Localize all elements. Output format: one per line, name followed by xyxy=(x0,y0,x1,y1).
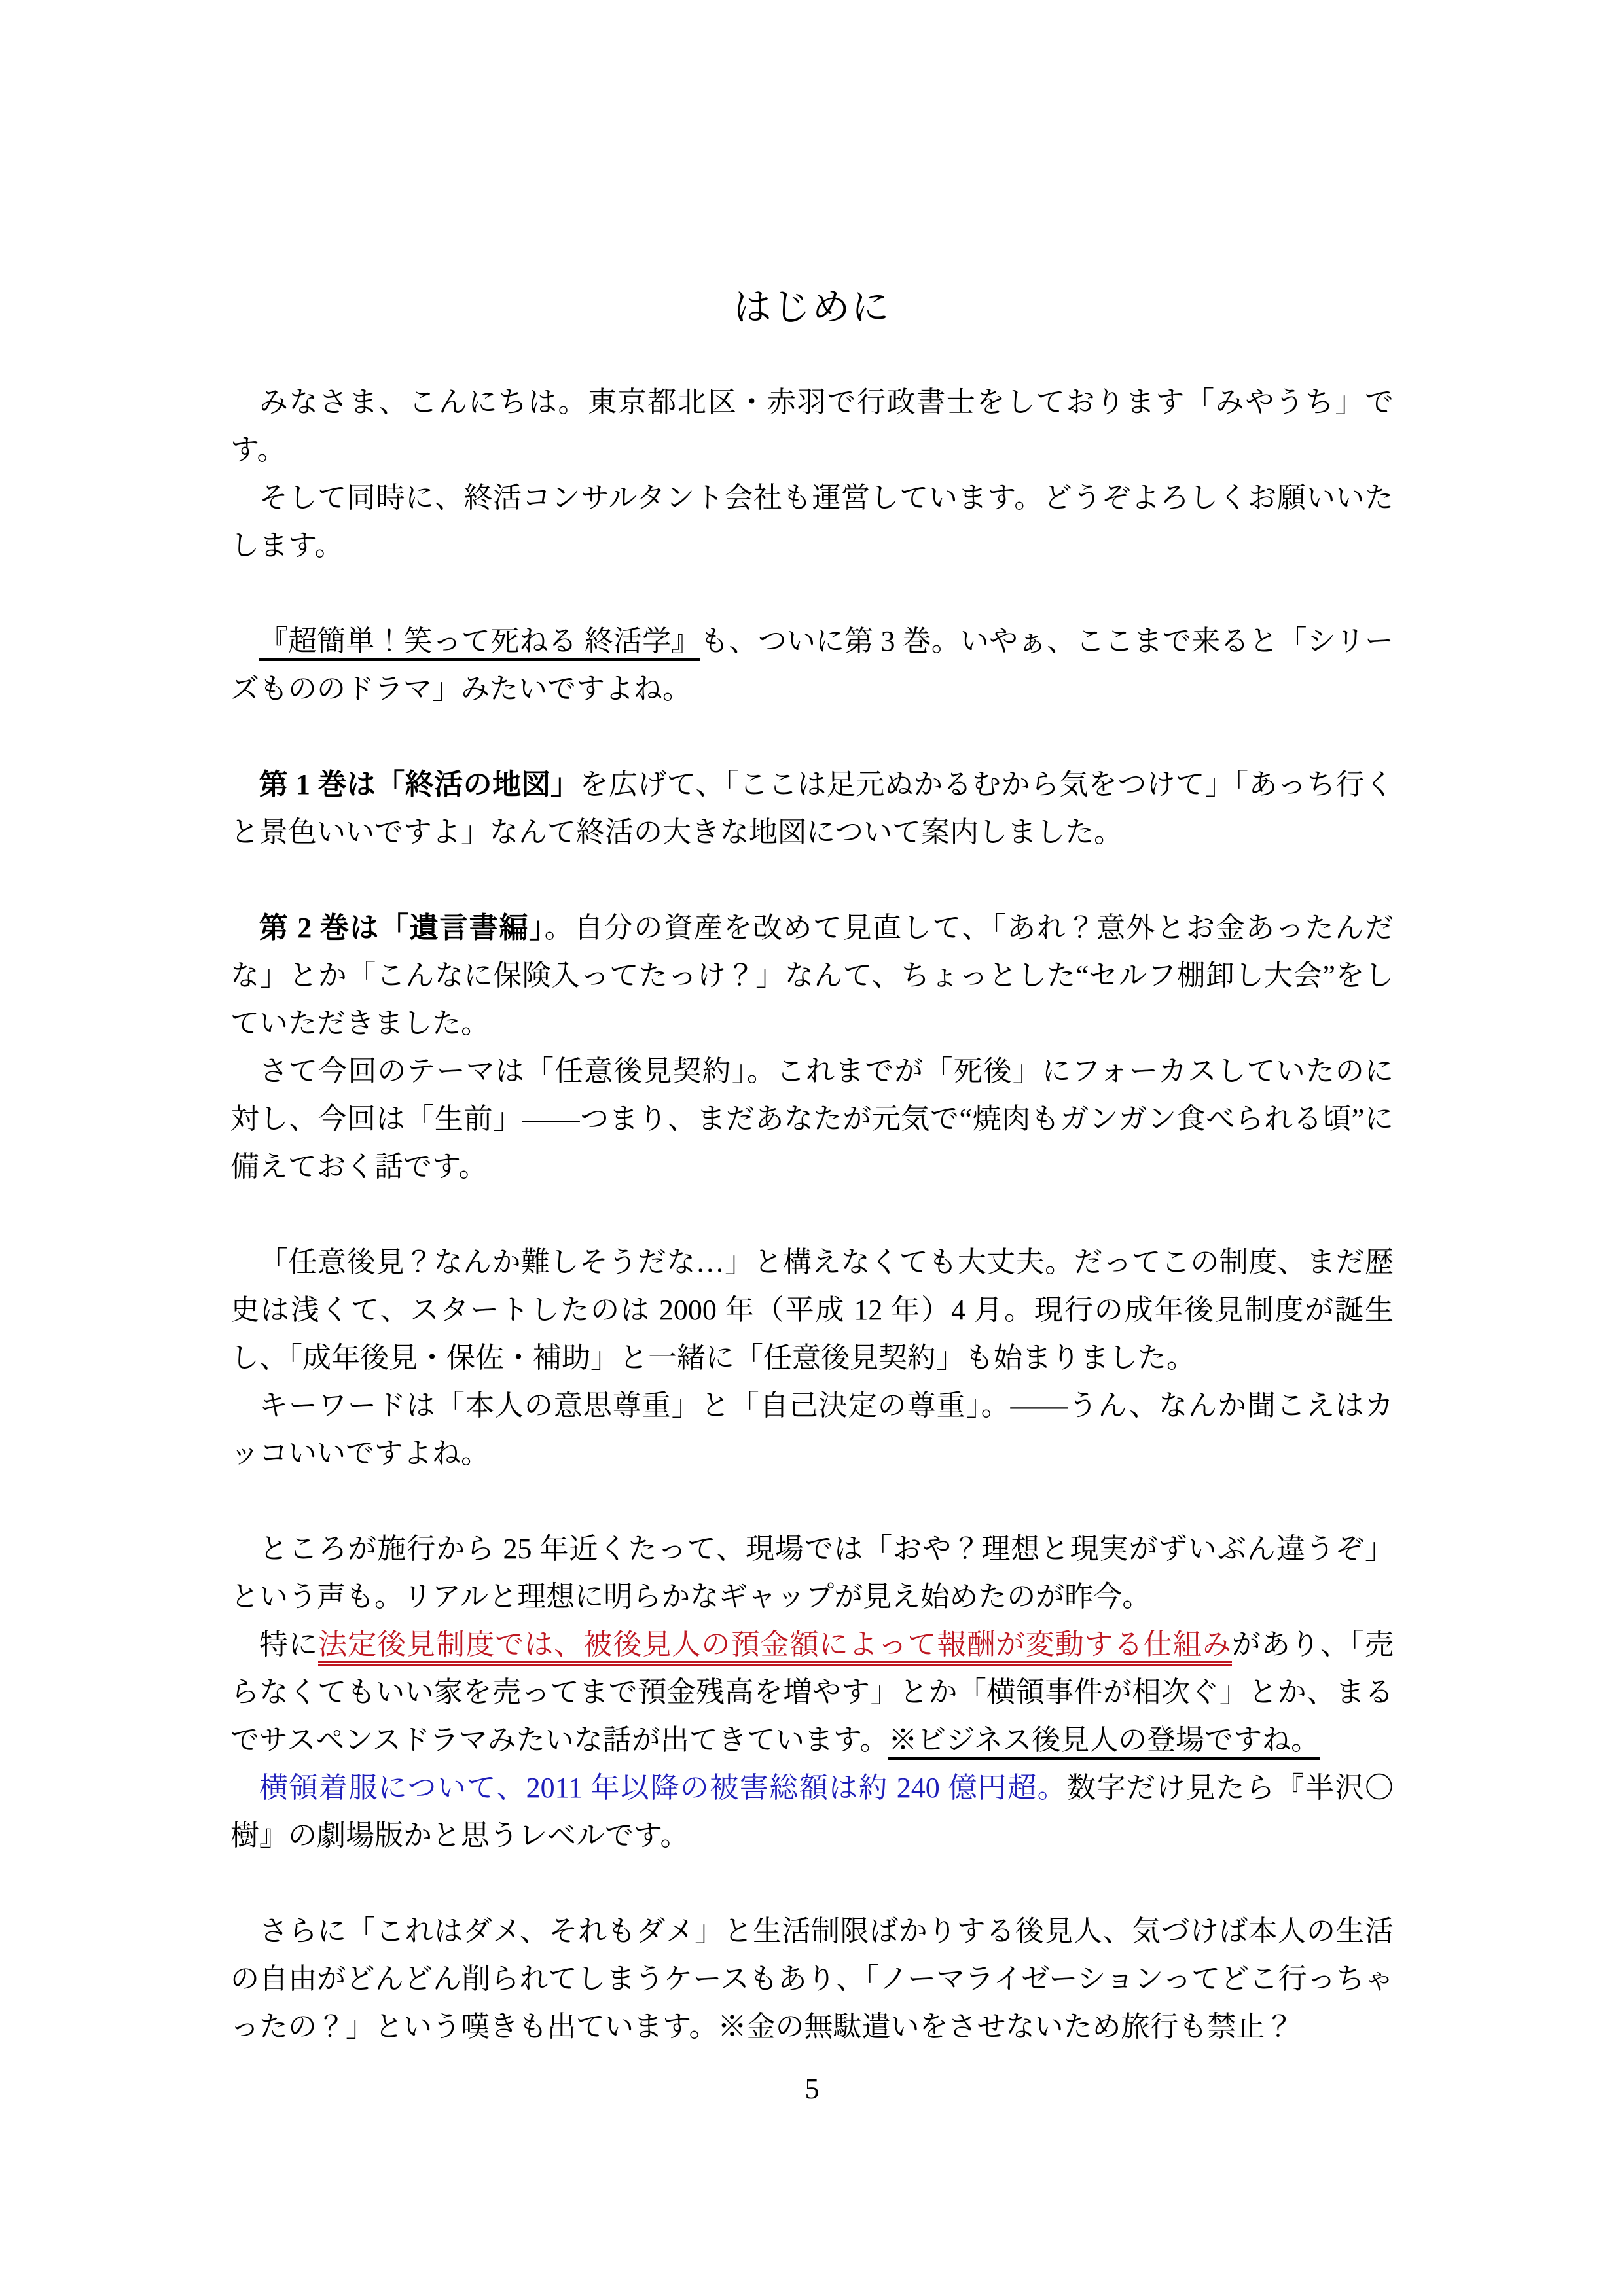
paragraph xyxy=(230,1525,1394,1621)
text-run: そして同時に、終活コンサルタント会社も運営しています。どうぞよろしくお願いいたします。 xyxy=(230,482,1394,562)
paragraph xyxy=(230,378,1394,474)
page-title: はじめに xyxy=(733,286,891,329)
paragraph xyxy=(230,474,1394,569)
bold-text-run: 第 2 巻は「遺言書編」 xyxy=(259,912,545,944)
underline-text-run: ※ビジネス後見人の登場ですね。 xyxy=(888,1724,1320,1760)
blue-text-run: 横領着服について、2011 年以降の被害総額は約 240 億円超。 xyxy=(259,1772,1068,1804)
red-text-run: 法定後見制度では、被後見人の預金額によって報酬が変動する仕組み xyxy=(318,1628,1232,1666)
paragraph xyxy=(230,904,1394,1047)
text-run: 数字だけ見たら『半沢〇樹』の劇場版かと思うレベルです。 xyxy=(230,1772,1394,1852)
paragraph xyxy=(230,761,1394,856)
paragraph xyxy=(230,617,1394,713)
text-run: 。自分の資産を改めて見直して、「あれ？意外とお金あったんだな」とか「こんなに保険入ってたっけ？」なんて、ちょっとした“セルフ棚卸し大会”をしていただきました。 xyxy=(230,912,1394,1039)
text-run: キーワードは「本人の意思尊重」と「自己決定の尊重」。——うん、なんか聞こえはカッコいいですよね。 xyxy=(230,1390,1394,1469)
text-run: を広げて、「ここは足元ぬかるむから気をつけて」「あっち行くと景色いいですよ」なんて終活の大きな地図について案内しました。 xyxy=(230,768,1394,848)
text-run: 「任意後見？なんか難しそうだな…」と構えなくても大丈夫。だってこの制度、まだ歴史は浅くて、スタートしたのは 2000 年（平成 12 年）4 月。現行の成年後見制度が誕生し、「成年後見・保佐・補助」と一緒に「任意後見契約」も始まりました。 xyxy=(230,1246,1394,1374)
bold-text-run: 第 1 巻は「終活の地図」 xyxy=(259,768,580,800)
body-paragraphs xyxy=(230,378,1394,2051)
text-run: みなさま、こんにちは。東京都北区・赤羽で行政書士をしております「みやうち」です。 xyxy=(230,386,1394,466)
paragraph xyxy=(230,1238,1394,1382)
text-run: さらに「これはダメ、それもダメ」と生活制限ばかりする後見人、気づけば本人の生活の自由がどんどん削られてしまうケースもあり、「ノーマライゼーションってどこ行っちゃったの？」という嘆きも出ています。※金の無駄遣いをさせないため旅行も禁止？ xyxy=(230,1915,1394,2043)
text-run: があり、「売らなくてもいい家を売ってまで預金残高を増やす」とか「横領事件が相次ぐ」とか、まるでサスペンスドラマみたいな話が出てきています。 xyxy=(230,1628,1394,1756)
page-number: 5 xyxy=(804,2073,820,2105)
paragraph xyxy=(230,1382,1394,1477)
paragraph xyxy=(230,1621,1394,1764)
paragraph xyxy=(230,1047,1394,1191)
text-run: ところが施行から 25 年近くたって、現場では「おや？理想と現実がずいぶん違うぞ」という声も。リアルと理想に明らかなギャップが見え始めたのが昨今。 xyxy=(230,1533,1394,1613)
text-run: さて今回のテーマは「任意後見契約」。これまでが「死後」にフォーカスしていたのに対し、今回は「生前」——つまり、まだあなたが元気で“焼肉もガンガン食べられる頃”に備えておく話です。 xyxy=(230,1055,1394,1183)
paragraph xyxy=(230,1764,1394,1859)
text-run: も、ついに第 3 巻。いやぁ、ここまで来ると「シリーズもののドラマ」みたいですよね。 xyxy=(230,625,1394,705)
underline-text-run: 『超簡単！笑って死ねる 終活学』 xyxy=(259,625,700,661)
paragraph xyxy=(230,1907,1394,2051)
text-run: 特に xyxy=(259,1628,319,1660)
